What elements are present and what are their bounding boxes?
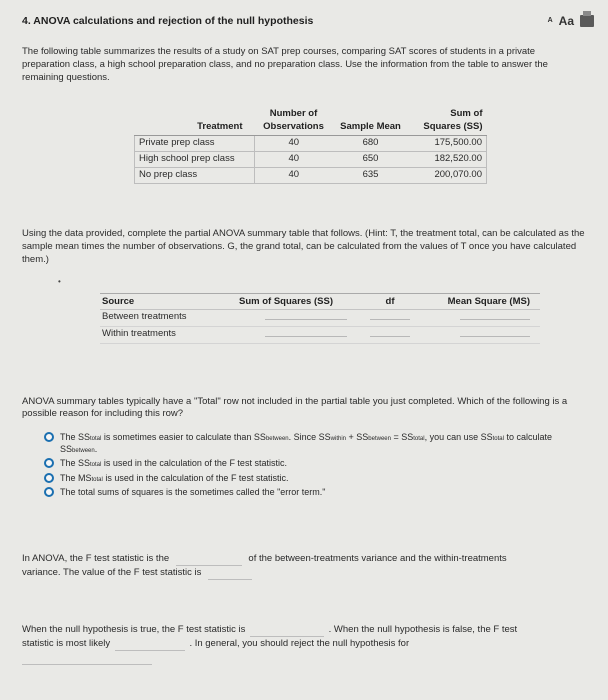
increase-font-button[interactable]: Aa — [558, 13, 574, 28]
ss-cell — [212, 310, 360, 325]
answer-option-4[interactable] — [44, 486, 586, 498]
text-part: is sometimes easier to calculate than SS — [101, 432, 266, 443]
header-observations-line2: Observations — [263, 121, 324, 133]
anova-instructions: Using the data provided, complete the partial ANOVA summary table that follows. (Hint: T, the treatment total, can be calculated as the sample mean times the number of observations. G, the grand total, can be calculated from the values of T once you have calculated them.) — [22, 228, 585, 265]
df-between-input[interactable] — [370, 310, 410, 320]
text-part: is used in the calculation of the F test statistic. — [102, 472, 289, 483]
fill-line — [22, 567, 592, 581]
f-when-true-dropdown[interactable] — [250, 626, 324, 637]
ss-cell — [212, 327, 360, 342]
sample-mean-value: 635 — [333, 168, 409, 184]
f-statistic-value-input[interactable] — [208, 569, 252, 580]
f-when-false-dropdown[interactable] — [115, 640, 185, 651]
radio-button[interactable] — [44, 473, 54, 483]
subscript: between — [72, 448, 95, 455]
subscript: between — [368, 436, 391, 443]
treatment-name: Private prep class — [135, 136, 255, 152]
header-treatment: Treatment — [135, 107, 255, 135]
sum-of-squares-value: 175,500.00 — [409, 136, 487, 152]
table-header-row — [135, 107, 487, 135]
sum-of-squares-value: 182,520.00 — [409, 152, 487, 168]
anova-row-within — [100, 327, 540, 344]
fill-text: variance. The value of the F test statistic is — [22, 567, 202, 578]
anova-header-ms: Mean Square (MS) — [447, 295, 530, 307]
text-part: . — [94, 444, 98, 455]
reject-null-dropdown[interactable] — [22, 654, 152, 665]
f-statistic-ratio-dropdown[interactable] — [176, 555, 242, 566]
fill-line — [22, 553, 592, 567]
table-row — [135, 168, 487, 184]
fill-text: . When the null hypothesis is false, the F test — [328, 624, 518, 635]
text-part: + SS — [346, 432, 369, 443]
ss-between-input[interactable] — [265, 310, 347, 320]
anova-header-row — [100, 294, 540, 310]
anova-header-ss: Sum of Squares (SS) — [239, 295, 333, 307]
subscript: total — [91, 476, 103, 483]
font-size-tools — [548, 13, 594, 29]
sample-mean-value: 650 — [333, 152, 409, 168]
radio-button[interactable] — [44, 487, 54, 497]
anova-source-within: Within treatments — [102, 328, 176, 340]
null-hypothesis-question — [22, 624, 592, 666]
answer-option-3[interactable] — [44, 472, 586, 484]
option-label — [60, 431, 580, 455]
ms-cell — [420, 327, 540, 342]
header-ss-line1: Sum of — [450, 108, 483, 120]
anova-summary-table — [100, 293, 540, 344]
fill-text: statistic is most likely — [22, 638, 111, 649]
observations-value: 40 — [255, 136, 333, 152]
observations-value: 40 — [255, 152, 333, 168]
subscript: total — [492, 436, 504, 443]
fill-text: When the null hypothesis is true, the F test statistic is — [22, 624, 246, 635]
subscript: total — [90, 462, 102, 469]
decrease-font-button[interactable]: A — [547, 17, 553, 25]
bullet-marker: • — [58, 276, 61, 286]
answer-options — [44, 431, 586, 498]
question-header — [22, 10, 586, 32]
sum-of-squares-value: 200,070.00 — [409, 168, 487, 184]
total-row-question: ANOVA summary tables typically have a "Total" row not included in the partial table you just completed. Which of the following is a possible reason for including this row? — [22, 395, 568, 420]
ms-cell — [420, 310, 540, 325]
df-within-input[interactable] — [370, 327, 410, 337]
f-statistic-question — [22, 553, 592, 581]
option-label — [60, 472, 580, 484]
df-cell — [360, 327, 420, 342]
fill-text: . In general, you should reject the null hypothesis for — [189, 638, 410, 649]
text-part: The SS — [60, 458, 91, 469]
text-part: to calculate SS — [60, 432, 552, 455]
intro-text: The following table summarizes the results of a study on SAT prep courses, comparing SAT scores of students in a private preparation class, a high school preparation class, and no preparation class. Use the information from the table to answer the remaining questions. — [22, 46, 548, 83]
question-title: 4. ANOVA calculations and rejection of the null hypothesis — [22, 14, 314, 27]
text-part: . Since SS — [288, 432, 331, 443]
fill-line — [22, 652, 592, 666]
sample-mean-value: 680 — [333, 136, 409, 152]
header-observations — [255, 107, 333, 135]
header-sample-mean: Sample Mean — [333, 107, 409, 135]
option-label — [60, 457, 580, 469]
subscript: between — [265, 436, 289, 443]
header-ss-line2: Squares (SS) — [423, 121, 483, 133]
text-part: is used in the calculation of the F test statistic. — [101, 458, 287, 469]
text-part: The SS — [60, 432, 91, 443]
ms-between-input[interactable] — [460, 310, 530, 320]
treatment-name: High school prep class — [135, 152, 255, 168]
table-row — [135, 152, 487, 168]
option-label: The total sums of squares is the sometimes called the "error term." — [60, 486, 326, 497]
anova-header-source: Source — [102, 295, 135, 307]
anova-source-between: Between treatments — [102, 311, 187, 323]
study-results-table — [134, 107, 487, 184]
text-part: The MS — [60, 472, 92, 483]
fill-line — [22, 624, 592, 638]
text-part: , you can use SS — [424, 432, 493, 443]
subscript: within — [330, 436, 346, 443]
ms-within-input[interactable] — [460, 327, 530, 337]
header-sum-of-squares — [409, 107, 487, 135]
radio-button[interactable] — [44, 432, 54, 442]
subscript: total — [90, 436, 102, 443]
subscript: total — [413, 436, 425, 443]
answer-option-1[interactable] — [44, 431, 586, 455]
fill-text: In ANOVA, the F test statistic is the — [22, 553, 170, 564]
anova-header-df: df — [385, 295, 395, 307]
df-cell — [360, 310, 420, 325]
table-row — [135, 136, 487, 152]
treatment-name: No prep class — [135, 168, 255, 184]
anova-row-between — [100, 310, 540, 327]
radio-button[interactable] — [44, 458, 54, 468]
print-icon[interactable] — [580, 15, 594, 27]
fill-text: of the between-treatments variance and the within-treatments — [248, 553, 507, 564]
answer-option-2[interactable] — [44, 457, 586, 469]
observations-value: 40 — [255, 168, 333, 184]
fill-line — [22, 638, 592, 652]
ss-within-input[interactable] — [265, 327, 347, 337]
header-observations-line1: Number of — [269, 108, 318, 120]
text-part: = SS — [390, 432, 414, 443]
